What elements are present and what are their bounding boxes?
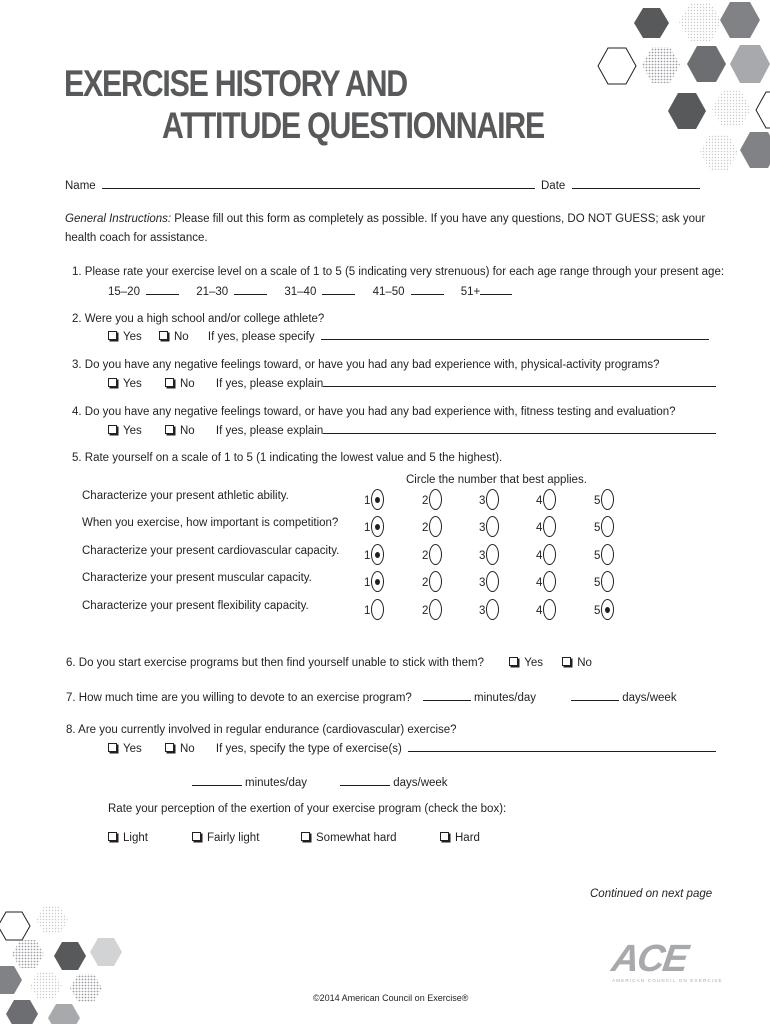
q5-rating-option[interactable]: [364, 544, 384, 565]
q5-rating-option[interactable]: [479, 571, 499, 592]
q8-type-field[interactable]: [408, 741, 716, 752]
q5-rating-option[interactable]: [422, 516, 442, 537]
hexagon-shape: [54, 942, 86, 970]
q5-rating-number: 3: [479, 550, 486, 562]
q5-rating-number: 4: [536, 605, 543, 617]
instructions-line2: health coach for assistance.: [65, 232, 208, 244]
q7-minutes-field[interactable]: [423, 690, 471, 701]
q5-rating-number: 3: [479, 577, 486, 589]
date-row: [541, 178, 700, 193]
q5-rating-number: 2: [422, 577, 429, 589]
level-light-label: Light: [123, 832, 148, 844]
hexagon-shape: [598, 48, 636, 84]
q8-answers: [108, 741, 716, 756]
q6-yes-label: Yes: [524, 657, 544, 669]
question-7-row: [66, 690, 677, 705]
q1-range-field[interactable]: [146, 284, 179, 295]
level-somewhat-hard-label: Somewhat hard: [316, 832, 397, 844]
q1-range-label: 41–50: [372, 286, 405, 298]
q5-rating-number: 4: [536, 522, 543, 534]
q8-level-fairly-light: [192, 831, 259, 845]
q5-rating-number: 1: [364, 605, 371, 617]
q8-days-field[interactable]: [340, 775, 390, 786]
q5-row-label: Characterize your present athletic ability.: [82, 490, 289, 502]
q5-rating-bubble-selected[interactable]: [371, 489, 384, 510]
q2-follow-label: If yes, please specify: [207, 331, 315, 343]
q8-days-label: days/week: [393, 777, 448, 789]
q5-rating-bubble[interactable]: [429, 489, 442, 510]
ace-logo-subtitle: AMERICAN COUNCIL ON EXERCISE: [612, 978, 723, 983]
q5-rating-number: 5: [594, 605, 601, 617]
level-fairly-light-checkbox[interactable]: [192, 832, 201, 841]
q5-row-label: Characterize your present cardiovascular capacity.: [82, 545, 340, 557]
q5-rating-option[interactable]: [594, 599, 614, 620]
continued-note: Continued on next page: [590, 888, 713, 900]
level-hard-checkbox[interactable]: [440, 832, 449, 841]
q3-follow-label: If yes, please explain: [215, 378, 324, 390]
q5-rating-bubble[interactable]: [429, 516, 442, 537]
question-6: 6. Do you start exercise programs but then find yourself unable to stick with them?: [66, 657, 485, 669]
q5-rating-option[interactable]: [422, 544, 442, 565]
hexagon-shape: [36, 906, 68, 934]
ace-logo-mark: ACE: [609, 938, 690, 980]
q2-answers: [108, 329, 709, 344]
instructions-lead: General Instructions:: [65, 213, 172, 225]
q4-yes-label: Yes: [123, 425, 142, 437]
q7-minutes-label: minutes/day: [474, 692, 537, 704]
q1-range-field[interactable]: [411, 284, 444, 295]
q5-rating-bubble[interactable]: [486, 571, 499, 592]
name-label: Name: [65, 180, 96, 192]
hexagon-shape: [679, 3, 722, 41]
q5-rating-number: 1: [364, 522, 371, 534]
q3-no-checkbox[interactable]: [165, 378, 174, 387]
q1-age-ranges: [108, 284, 512, 299]
q5-rating-number: 1: [364, 577, 371, 589]
q5-rating-option[interactable]: [422, 571, 442, 592]
hexagon-shape: [70, 974, 102, 1002]
q5-rating-bubble[interactable]: [486, 544, 499, 565]
level-hard-label: Hard: [455, 832, 480, 844]
date-label: Date: [541, 180, 566, 192]
q5-rating-option[interactable]: [536, 571, 556, 592]
question-2: 2. Were you a high school and/or college athlete?: [72, 313, 325, 325]
q7-days-field[interactable]: [571, 690, 619, 701]
q8-no-checkbox[interactable]: [165, 743, 174, 752]
q6-yes-checkbox[interactable]: [509, 657, 518, 666]
level-light-checkbox[interactable]: [108, 832, 117, 841]
q5-rating-bubble[interactable]: [543, 516, 556, 537]
q5-rating-number: 3: [479, 522, 486, 534]
q8-level-hard: [440, 831, 480, 845]
q3-explain-field[interactable]: [323, 376, 716, 387]
q1-range-label: 31–40: [284, 286, 317, 298]
page-title-line2: ATTITUDE QUESTIONNAIRE: [162, 105, 544, 146]
question-5: 5. Rate yourself on a scale of 1 to 5 (1 indicating the lowest value and 5 the highest).: [72, 452, 503, 464]
copyright: ©2014 American Council on Exercise®: [313, 993, 469, 1003]
level-somewhat-hard-checkbox[interactable]: [301, 832, 310, 841]
q5-rating-option[interactable]: [594, 544, 614, 565]
q4-answers: [108, 423, 716, 438]
hexagon-shape: [0, 966, 22, 994]
instructions-line1: [65, 212, 705, 226]
q8-level-light: [108, 831, 148, 845]
q5-rating-number: 4: [536, 495, 543, 507]
q5-rating-option[interactable]: [422, 599, 442, 620]
hexagon-shape: [668, 93, 706, 129]
q5-rating-number: 5: [594, 495, 601, 507]
q1-range-field[interactable]: [234, 284, 267, 295]
q4-no-label: No: [179, 425, 195, 437]
q4-follow-label: If yes, please explain: [215, 425, 324, 437]
name-field[interactable]: [102, 178, 535, 189]
q1-range-label: 21–30: [196, 286, 229, 298]
q4-no-checkbox[interactable]: [165, 425, 174, 434]
hexagon-shape: [687, 46, 726, 82]
hexagon-shape: [90, 938, 122, 966]
q5-rating-bubble[interactable]: [601, 544, 614, 565]
date-field[interactable]: [572, 178, 700, 189]
q8-minutes-label: minutes/day: [245, 777, 308, 789]
q2-no-label: No: [173, 331, 189, 343]
q8-follow-label: If yes, specify the type of exercise(s): [215, 743, 402, 755]
q1-range-field[interactable]: [322, 284, 355, 295]
q8-minutes-field[interactable]: [192, 775, 242, 786]
q2-no-checkbox[interactable]: [159, 331, 168, 340]
question-8: 8. Are you currently involved in regular endurance (cardiovascular) exercise?: [66, 724, 457, 736]
instructions-text: Please fill out this form as completely as possible. If you have any questions, DO NOT GUESS; ask your: [171, 213, 706, 225]
q5-rating-bubble[interactable]: [486, 599, 499, 620]
q5-rating-bubble[interactable]: [543, 489, 556, 510]
q5-rating-number: 4: [536, 577, 543, 589]
q1-range-label: 51+: [460, 286, 481, 298]
page-title-line1: EXERCISE HISTORY AND: [64, 63, 407, 104]
q8-level-somewhat-hard: [301, 831, 397, 845]
q2-specify-field[interactable]: [321, 329, 709, 340]
q5-rating-number: 5: [594, 522, 601, 534]
q5-rating-option[interactable]: [364, 489, 384, 510]
q5-rating-option[interactable]: [536, 599, 556, 620]
hexagon-shape: [0, 912, 30, 940]
q8-no-label: No: [179, 743, 195, 755]
q5-rating-option[interactable]: [594, 516, 614, 537]
hexagon-pattern-bottom-left: [0, 900, 140, 1024]
q5-rating-bubble[interactable]: [486, 489, 499, 510]
q5-rating-option[interactable]: [479, 489, 499, 510]
q5-rating-bubble-selected[interactable]: [371, 516, 384, 537]
q5-rating-bubble[interactable]: [543, 599, 556, 620]
q5-rating-option[interactable]: [536, 489, 556, 510]
q5-rating-option[interactable]: [364, 571, 384, 592]
q4-yes-checkbox[interactable]: [108, 425, 117, 434]
q5-rating-number: 2: [422, 495, 429, 507]
hexagon-shape: [48, 1004, 80, 1024]
hexagon-shape: [730, 45, 770, 83]
q5-rating-option[interactable]: [536, 516, 556, 537]
hexagon-shape: [634, 8, 669, 38]
q8-yes-label: Yes: [123, 743, 142, 755]
question-7: 7. How much time are you willing to devote to an exercise program?: [66, 692, 412, 704]
question-6-row: [66, 656, 592, 670]
q5-rating-number: 1: [364, 550, 371, 562]
hexagon-shape: [712, 91, 751, 127]
q3-answers: [108, 376, 716, 391]
hexagon-shape: [740, 132, 770, 168]
q3-no-label: No: [179, 378, 195, 390]
q5-rating-bubble[interactable]: [371, 599, 384, 620]
level-fairly-light-label: Fairly light: [207, 832, 260, 844]
q5-row-label: When you exercise, how important is competition?: [82, 517, 339, 529]
name-row: [65, 178, 535, 193]
hexagon-shape: [720, 2, 760, 38]
q5-rating-option[interactable]: [479, 544, 499, 565]
hexagon-shape: [6, 1000, 38, 1024]
q5-rating-bubble-selected[interactable]: [371, 544, 384, 565]
q5-rating-option[interactable]: [479, 516, 499, 537]
hexagon-shape: [756, 92, 770, 128]
q3-yes-checkbox[interactable]: [108, 378, 117, 387]
q5-rating-option[interactable]: [594, 571, 614, 592]
q1-range-field[interactable]: [480, 284, 512, 295]
q2-yes-checkbox[interactable]: [108, 331, 117, 340]
q5-rating-number: 2: [422, 605, 429, 617]
q2-yes-label: Yes: [123, 331, 142, 343]
q5-rating-option[interactable]: [422, 489, 442, 510]
q8-yes-checkbox[interactable]: [108, 743, 117, 752]
q5-rating-option[interactable]: [536, 544, 556, 565]
question-3: 3. Do you have any negative feelings toward, or have you had any bad experience with, physical-activity programs?: [72, 359, 660, 371]
q5-rating-bubble-selected[interactable]: [371, 571, 384, 592]
q5-rating-bubble[interactable]: [601, 516, 614, 537]
q5-row-label: Characterize your present flexibility capacity.: [82, 600, 309, 612]
q5-rating-number: 5: [594, 577, 601, 589]
q5-rating-bubble[interactable]: [486, 516, 499, 537]
q8-perception: Rate your perception of the exertion of your exercise program (check the box):: [108, 803, 507, 815]
q4-explain-field[interactable]: [323, 423, 716, 434]
hexagon-shape: [12, 940, 44, 968]
question-1: 1. Please rate your exercise level on a scale of 1 to 5 (5 indicating very strenuous) for each age range through your present age:: [72, 266, 725, 278]
q5-rating-bubble-selected[interactable]: [601, 599, 614, 620]
q5-rating-bubble[interactable]: [429, 544, 442, 565]
q5-rating-number: 3: [479, 605, 486, 617]
q5-rating-option[interactable]: [594, 489, 614, 510]
q5-rating-number: 3: [479, 495, 486, 507]
q5-rating-bubble[interactable]: [429, 599, 442, 620]
hexagon-shape: [30, 972, 62, 1000]
q5-rating-option[interactable]: [479, 599, 499, 620]
q5-rating-number: 5: [594, 550, 601, 562]
q1-range-label: 15–20: [108, 286, 140, 298]
q5-rating-number: 1: [364, 495, 371, 507]
q5-rating-bubble[interactable]: [543, 571, 556, 592]
q5-rating-number: 4: [536, 550, 543, 562]
q6-no-checkbox[interactable]: [562, 657, 571, 666]
hexagon-shape: [642, 47, 680, 83]
q5-rating-bubble[interactable]: [601, 489, 614, 510]
q5-rating-bubble[interactable]: [429, 571, 442, 592]
question-4: 4. Do you have any negative feelings toward, or have you had any bad experience with, fitness testing and evaluation?: [72, 406, 676, 418]
q5-rating-bubble[interactable]: [601, 571, 614, 592]
q5-rating-option[interactable]: [364, 516, 384, 537]
q5-row-label: Characterize your present muscular capacity.: [82, 572, 312, 584]
q6-no-label: No: [577, 657, 592, 669]
hexagon-shape: [700, 134, 738, 170]
q8-time-row: [192, 775, 448, 790]
q5-rating-number: 2: [422, 522, 429, 534]
q5-rating-bubble[interactable]: [543, 544, 556, 565]
ace-logo: [609, 938, 732, 985]
hexagon-pattern-top-right: [570, 0, 770, 185]
q5-rating-option[interactable]: [364, 599, 384, 620]
q3-yes-label: Yes: [123, 378, 142, 390]
q5-circle-note: Circle the number that best applies.: [406, 474, 587, 486]
q5-rating-number: 2: [422, 550, 429, 562]
q7-days-label: days/week: [622, 692, 677, 704]
